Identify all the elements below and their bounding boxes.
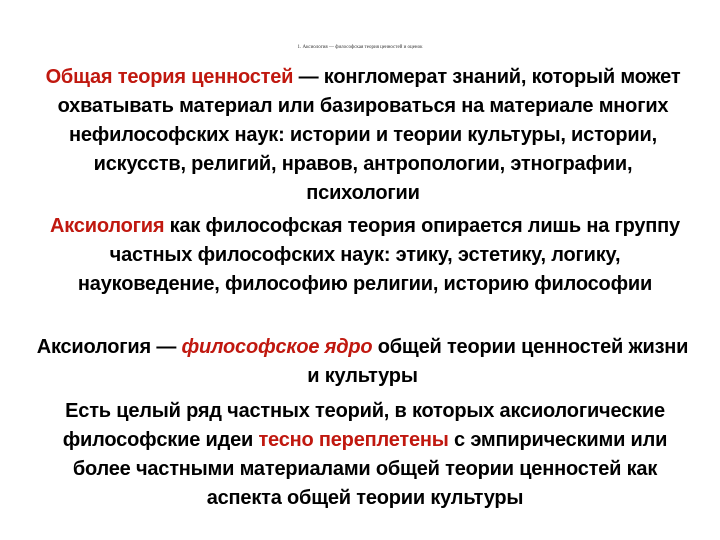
paragraph-text: — конгломерат знаний, который может охватывать материал или базироваться на материале многих нефилософских наук: истории и теории культуры, истории, искусств, религий, нравов, антропологии, этнографии, психологии: [57, 66, 681, 204]
paragraph-general-value-theory: [38, 63, 688, 208]
slide-title: 1. Аксиология — философская теория ценностей и оценок: [297, 45, 423, 50]
term-general-value-theory: Общая теория ценностей: [45, 66, 294, 88]
paragraph-philosophical-core: [30, 333, 695, 391]
term-closely-intertwined: тесно переплетены: [258, 429, 449, 451]
term-philosophical-core: философское ядро: [181, 336, 373, 358]
paragraph-text: с эмпирическими или более частными материалами общей теории ценностей как аспекта общей теории культуры: [72, 429, 668, 509]
paragraph-particular-theories: [40, 397, 690, 513]
paragraph-text: как философская теория опирается лишь на группу частных философских наук: этику, эстетику, логику, науковедение, философию религии, историю философии: [77, 215, 680, 295]
paragraph-lead: Есть целый ряд частных теорий, в которых аксиологические философские идеи: [62, 400, 665, 451]
term-axiology: Аксиология: [50, 215, 165, 237]
paragraph-text: общей теории ценностей жизни и культуры: [307, 336, 689, 387]
paragraph-axiology: [40, 212, 690, 299]
paragraph-lead: Аксиология —: [36, 336, 182, 358]
